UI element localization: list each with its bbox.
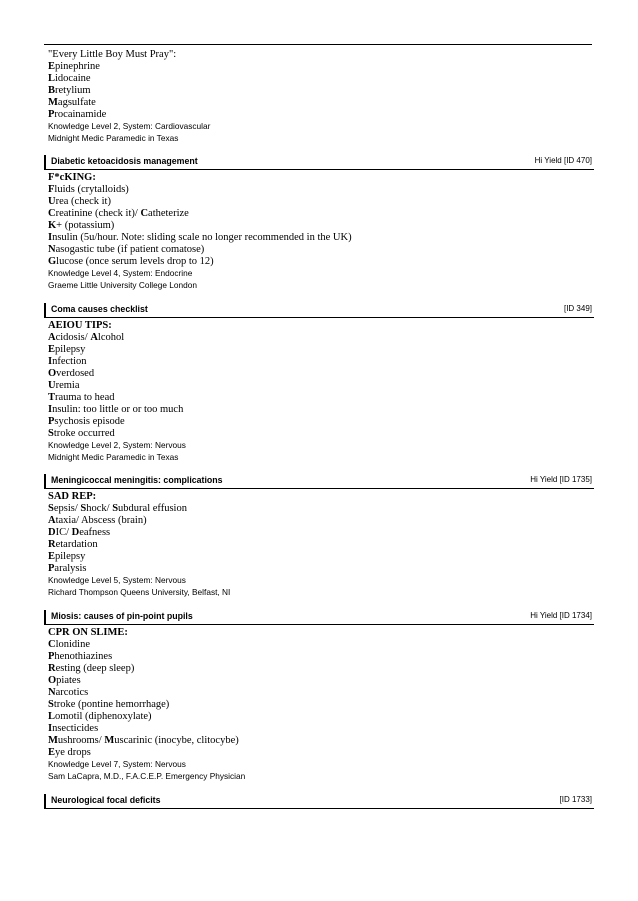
mnemonic-text: rocainamide	[54, 109, 107, 120]
mnemonic-items	[48, 639, 592, 759]
mnemonic-item	[48, 232, 592, 244]
entry-body-miosis	[48, 627, 592, 782]
entry-header-miosis	[44, 610, 594, 625]
mnemonic-letter: S	[48, 503, 54, 514]
mnemonic-text: idocaine	[55, 73, 91, 84]
mnemonic-item	[48, 639, 592, 651]
mnemonic-item	[48, 663, 592, 675]
entry-header-dka	[44, 155, 594, 170]
entry-tag: Hi Yield [ID 1734]	[530, 611, 592, 620]
top-divider	[44, 44, 592, 45]
mnemonic-text: rauma to head	[55, 392, 115, 403]
mnemonic-item	[48, 416, 592, 428]
mnemonic-text: IC/	[55, 527, 72, 538]
mnemonic-item	[48, 208, 592, 220]
mnemonic-letter: C	[48, 639, 56, 650]
mnemonic-letter: P	[48, 651, 55, 662]
entry-title: Diabetic ketoacidosis management	[51, 156, 198, 166]
mnemonic-text: pilepsy	[55, 551, 86, 562]
mnemonic-item	[48, 735, 592, 747]
mnemonic-letter: T	[48, 392, 56, 403]
knowledge-level: Knowledge Level 7, System: Nervous	[48, 759, 186, 769]
mnemonic-letter: I	[48, 232, 53, 243]
mnemonic-item	[48, 97, 592, 109]
mnemonic-letter: N	[48, 687, 56, 698]
mnemonic-text: luids (crytalloids)	[54, 184, 129, 195]
mnemonic-line: F*cKING:	[48, 172, 96, 183]
mnemonic-item	[48, 539, 592, 551]
mnemonic-letter: I	[48, 723, 53, 734]
mnemonic-item	[48, 723, 592, 735]
mnemonic-text: lonidine	[55, 639, 91, 650]
mnemonic-text: nfection	[52, 356, 87, 367]
mnemonic-text: asogastic tube (if patient comatose)	[55, 244, 205, 255]
mnemonic-items	[48, 61, 592, 121]
mnemonic-items	[48, 184, 592, 268]
mnemonic-text: henothiazines	[54, 651, 113, 662]
entry-tag: [ID 349]	[563, 304, 592, 313]
mnemonic-letter: E	[48, 551, 56, 562]
entry-title: Meningicoccal meningitis: complications	[51, 475, 223, 485]
mnemonic-text: ubdural effusion	[118, 503, 187, 514]
mnemonic-text: troke (pontine hemorrhage)	[53, 699, 170, 710]
mnemonic-letter: M	[48, 735, 58, 746]
mnemonic-text: troke occurred	[53, 428, 115, 439]
mnemonic-item	[48, 220, 592, 232]
entry-title: Coma causes checklist	[51, 304, 148, 314]
mnemonic-text: verdosed	[56, 368, 95, 379]
mnemonic-item	[48, 356, 592, 368]
mnemonic-text: hock/	[86, 503, 113, 514]
entry-tag: [ID 1733]	[559, 795, 592, 804]
mnemonic-item	[48, 711, 592, 723]
mnemonic-text: uscarinic (inocybe, clitocybe)	[114, 735, 239, 746]
author-line: Sam LaCapra, M.D., F.A.C.E.P. Emergency Physician	[48, 770, 246, 781]
knowledge-level: Knowledge Level 4, System: Endocrine	[48, 268, 193, 278]
mnemonic-text: taxia/ Abscess (brain)	[55, 515, 147, 526]
mnemonic-text: ushrooms/	[57, 735, 105, 746]
mnemonic-item	[48, 109, 592, 121]
entry-tag: Hi Yield [ID 1735]	[530, 475, 592, 484]
mnemonic-letter: S	[48, 699, 54, 710]
knowledge-level: Knowledge Level 2, System: Cardiovascular	[48, 121, 211, 131]
author-line: Midnight Medic Paramedic in Texas	[48, 132, 179, 143]
mnemonic-letter: O	[48, 368, 57, 379]
mnemonic-letter: C	[140, 208, 149, 219]
mnemonic-letter: U	[48, 196, 56, 207]
mnemonic-letter: L	[48, 711, 56, 722]
mnemonic-text: nsulin (5u/hour. Note: sliding scale no longer recommended in the UK)	[52, 232, 352, 243]
mnemonic-item	[48, 73, 592, 85]
mnemonic-letter: F	[48, 184, 55, 195]
mnemonic-item	[48, 747, 592, 759]
mnemonic-item	[48, 392, 592, 404]
mnemonic-item	[48, 428, 592, 440]
mnemonic-letter: A	[48, 515, 56, 526]
mnemonic-letter: D	[48, 527, 56, 538]
mnemonic-items	[48, 332, 592, 440]
entry-body-meningitis	[48, 491, 592, 598]
mnemonic-item	[48, 527, 592, 539]
mnemonic-letter: P	[48, 109, 55, 120]
mnemonic-item	[48, 61, 592, 73]
mnemonic-line: SAD REP:	[48, 491, 97, 502]
mnemonic-item	[48, 687, 592, 699]
mnemonic-letter: G	[48, 256, 57, 267]
mnemonic-line: "Every Little Boy Must Pray":	[48, 49, 177, 60]
mnemonic-item	[48, 651, 592, 663]
mnemonic-line: AEIOU TIPS:	[48, 320, 112, 331]
mnemonic-letter: E	[48, 747, 56, 758]
knowledge-level: Knowledge Level 2, System: Nervous	[48, 440, 186, 450]
mnemonic-item	[48, 563, 592, 575]
mnemonic-text: esting (deep sleep)	[55, 663, 135, 674]
mnemonic-item	[48, 675, 592, 687]
mnemonic-text: reatinine (check it)/	[55, 208, 141, 219]
mnemonic-letter: C	[48, 208, 56, 219]
mnemonic-text: lcohol	[97, 332, 125, 343]
mnemonic-letter: N	[48, 244, 56, 255]
entry-header-focal-deficits	[44, 794, 594, 809]
mnemonic-text: omotil (diphenoxylate)	[55, 711, 152, 722]
entry-title: Neurological focal deficits	[51, 795, 161, 805]
mnemonic-text: remia	[55, 380, 80, 391]
mnemonic-letter: E	[48, 344, 56, 355]
entry-title: Miosis: causes of pin-point pupils	[51, 611, 193, 621]
mnemonic-letter: L	[48, 73, 56, 84]
mnemonic-item	[48, 332, 592, 344]
mnemonic-letter: R	[48, 663, 56, 674]
mnemonic-text: lucose (once serum levels drop to 12)	[56, 256, 214, 267]
mnemonic-letter: S	[80, 503, 87, 514]
mnemonic-letter: M	[104, 735, 115, 746]
mnemonic-letter: U	[48, 380, 56, 391]
mnemonic-item	[48, 85, 592, 97]
entry-body-coma	[48, 320, 592, 463]
mnemonic-text: piates	[56, 675, 81, 686]
mnemonic-letter: R	[48, 539, 56, 550]
mnemonic-item	[48, 503, 592, 515]
mnemonic-item	[48, 380, 592, 392]
author-line: Richard Thompson Queens University, Belfast, NI	[48, 586, 231, 597]
mnemonic-text: pilepsy	[55, 344, 86, 355]
mnemonic-line: CPR ON SLIME:	[48, 627, 128, 638]
mnemonic-letter: S	[48, 428, 54, 439]
entry-header-coma	[44, 303, 594, 318]
knowledge-level: Knowledge Level 5, System: Nervous	[48, 575, 186, 585]
mnemonic-letter: M	[48, 97, 58, 108]
mnemonic-letter: P	[48, 563, 55, 574]
entry-body-dka	[48, 172, 592, 291]
mnemonic-text: nsulin: too little or or too much	[52, 404, 184, 415]
mnemonic-letter: E	[48, 61, 56, 72]
mnemonic-item	[48, 699, 592, 711]
mnemonic-item	[48, 184, 592, 196]
mnemonic-text: aralysis	[54, 563, 87, 574]
entry-header-meningitis	[44, 474, 594, 489]
mnemonic-items	[48, 503, 592, 575]
mnemonic-text: retylium	[55, 85, 91, 96]
mnemonic-text: arcotics	[55, 687, 89, 698]
mnemonic-letter: P	[48, 416, 55, 427]
mnemonic-letter: D	[71, 527, 80, 538]
mnemonic-item	[48, 515, 592, 527]
mnemonic-item	[48, 404, 592, 416]
mnemonic-letter: O	[48, 675, 57, 686]
mnemonic-item	[48, 196, 592, 208]
mnemonic-text: etardation	[55, 539, 98, 550]
mnemonic-text: cidosis/	[55, 332, 91, 343]
entry-tag: Hi Yield [ID 470]	[534, 156, 592, 165]
mnemonic-letter: B	[48, 85, 56, 96]
author-line: Midnight Medic Paramedic in Texas	[48, 451, 179, 462]
mnemonic-text: ye drops	[55, 747, 91, 758]
mnemonic-text: nsecticides	[52, 723, 99, 734]
entry-every-little-boy	[48, 49, 592, 144]
mnemonic-item	[48, 368, 592, 380]
mnemonic-text: eafness	[79, 527, 111, 538]
mnemonic-text: agsulfate	[57, 97, 96, 108]
mnemonic-letter: A	[90, 332, 98, 343]
mnemonic-text: rea (check it)	[55, 196, 111, 207]
mnemonic-item	[48, 551, 592, 563]
mnemonic-letter: I	[48, 404, 53, 415]
author-line: Graeme Little University College London	[48, 279, 197, 290]
mnemonic-text: + (potassium)	[56, 220, 115, 231]
mnemonic-text: epsis/	[53, 503, 81, 514]
mnemonic-text: atheterize	[148, 208, 189, 219]
mnemonic-item	[48, 256, 592, 268]
mnemonic-letter: K	[48, 220, 57, 231]
mnemonic-text: sychosis episode	[54, 416, 125, 427]
mnemonic-letter: A	[48, 332, 56, 343]
mnemonic-item	[48, 344, 592, 356]
mnemonic-text: pinephrine	[55, 61, 100, 72]
mnemonic-letter: S	[112, 503, 119, 514]
mnemonic-letter: I	[48, 356, 53, 367]
mnemonic-item	[48, 244, 592, 256]
